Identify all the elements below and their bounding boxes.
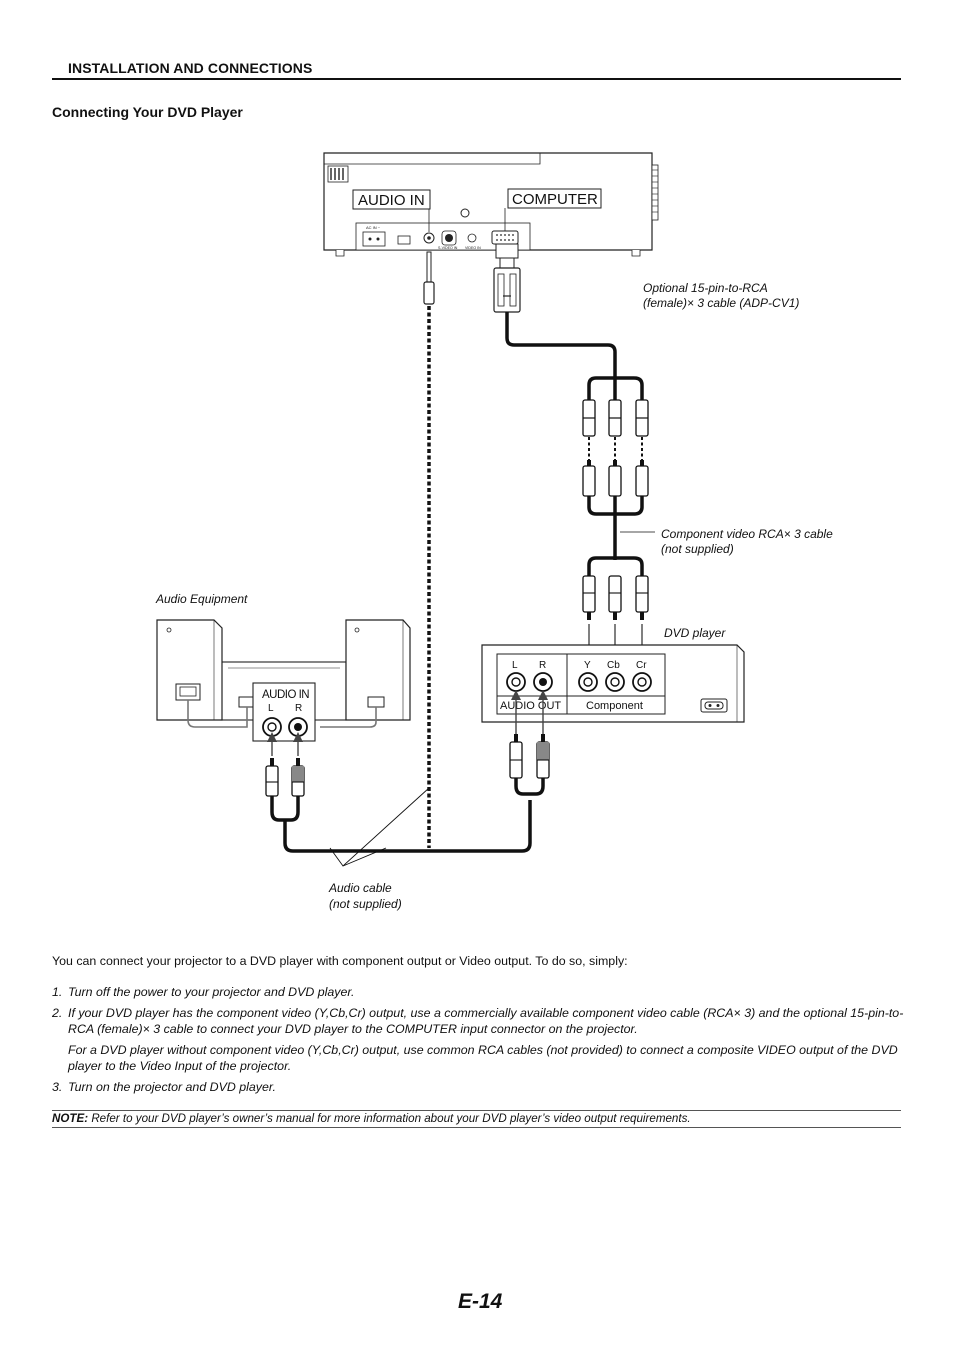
note-label: NOTE: (52, 1112, 89, 1125)
step-number: 3. (52, 1080, 63, 1094)
page-subheading: Connecting Your DVD Player (52, 104, 243, 120)
audio-in-label: AUDIO IN (358, 192, 425, 209)
step-number: 1. (52, 985, 63, 999)
dvd-player-callout: DVD player (664, 626, 726, 640)
audio-cable-callout-line2: (not supplied) (329, 897, 402, 911)
rca-female-connectors (583, 400, 648, 436)
mini-plug-icon (424, 252, 434, 304)
rca-male-plugs-upper (583, 460, 648, 496)
audio-cable-callout-line1: Audio cable (329, 881, 392, 895)
audio-equipment-r-label: R (295, 703, 303, 714)
audio-equipment-l-label: L (268, 703, 274, 714)
component-cable-callout-line2: (not supplied) (661, 542, 734, 556)
audio-equipment-illustration (157, 620, 410, 741)
projector-ac-in-label: AC IN ~ (366, 225, 381, 230)
component-cable-callout-line1: Component video RCA× 3 cable (661, 527, 833, 541)
step-item (52, 1079, 907, 1095)
audio-equipment-panel-title: AUDIO IN (262, 689, 310, 701)
projector-s-video-label: S-VIDEO IN (438, 246, 458, 250)
note-box (52, 1110, 901, 1128)
intro-paragraph: You can connect your projector to a DVD player with component output or Video output. To do so, simply: (52, 954, 628, 968)
component-cable (589, 496, 642, 576)
step-text: Turn on the projector and DVD player. (68, 1080, 276, 1094)
optional-cable-callout-line1: Optional 15-pin-to-RCA (643, 281, 768, 295)
adp-cv1-cable (507, 312, 615, 378)
step-item (52, 984, 907, 1000)
steps-list (52, 984, 907, 1100)
step-text: Turn off the power to your projector and DVD player. (68, 985, 355, 999)
dvd-r-label: R (539, 660, 547, 671)
page-number: E-14 (458, 1290, 503, 1313)
projector-video-label: VIDEO IN (465, 246, 481, 250)
dvd-l-label: L (512, 660, 518, 671)
step-text: If your DVD player has the component video (Y,Cb,Cr) output, use a commercially available component video cable (RCA× 3) and the optional 15-pin-to-RCA (female)× 3 cable to connect your DVD player to the COMPUTER input connector on the projector. (68, 1006, 904, 1036)
step-number: 2. (52, 1006, 63, 1020)
note-text: Refer to your DVD player’s owner’s manual for more information about your DVD player’s video output requirements. (91, 1112, 691, 1125)
dvd-cr-label: Cr (636, 660, 647, 671)
audio-cable (272, 778, 543, 851)
dvd-cb-label: Cb (607, 660, 620, 671)
step-subparagraph: For a DVD player without component video (Y,Cb,Cr) output, use common RCA cables (not provided) to connect a composite VIDEO output of the DVD player to the Video Input of the projector. (68, 1043, 898, 1073)
audio-rca-plugs (266, 734, 549, 796)
dvd-component-label: Component (586, 700, 643, 712)
vga-connector-icon (494, 244, 520, 312)
dvd-y-label: Y (584, 660, 591, 671)
section-header-title: INSTALLATION AND CONNECTIONS (68, 60, 313, 76)
audio-equipment-callout: Audio Equipment (156, 592, 248, 606)
optional-cable-callout-line2: (female)× 3 cable (ADP-CV1) (643, 296, 800, 310)
rca-male-plugs-lower (583, 576, 648, 620)
step-item (52, 1005, 907, 1074)
dvd-audio-out-label: AUDIO OUT (500, 700, 562, 712)
computer-label: COMPUTER (512, 191, 598, 208)
